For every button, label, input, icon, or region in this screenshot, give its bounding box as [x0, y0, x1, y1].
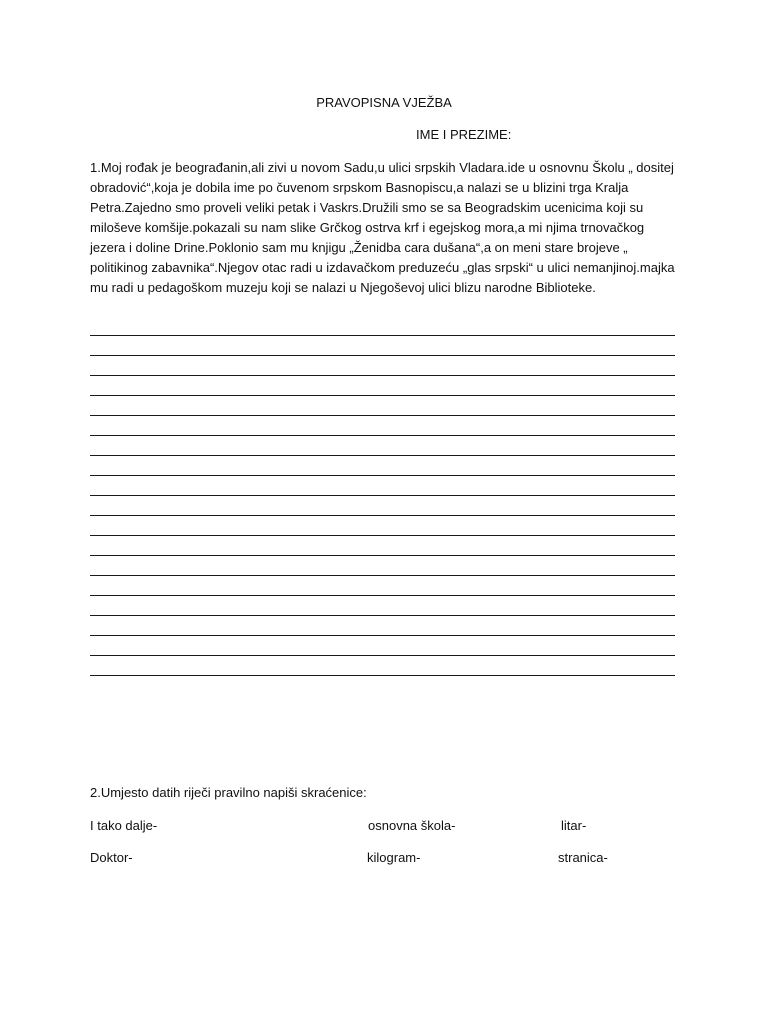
answer-line: [90, 656, 675, 676]
page-title: PRAVOPISNA VJEŽBA: [316, 95, 452, 110]
answer-line: [90, 396, 675, 416]
abbr-item-kilogram: kilogram-: [367, 850, 421, 865]
task2-heading: 2.Umjesto datih riječi pravilno napiši skraćenice:: [90, 785, 367, 800]
answer-line: [90, 436, 675, 456]
answer-lines: [90, 316, 675, 676]
answer-line: [90, 636, 675, 656]
answer-line: [90, 536, 675, 556]
answer-line: [90, 516, 675, 536]
answer-line: [90, 456, 675, 476]
answer-line: [90, 316, 675, 336]
answer-line: [90, 596, 675, 616]
answer-line: [90, 376, 675, 396]
answer-line: [90, 496, 675, 516]
answer-line: [90, 556, 675, 576]
answer-line: [90, 576, 675, 596]
answer-line: [90, 356, 675, 376]
answer-line: [90, 616, 675, 636]
abbr-item-i-tako-dalje: I tako dalje-: [90, 818, 158, 833]
answer-line: [90, 416, 675, 436]
name-label: IME I PREZIME:: [416, 127, 512, 142]
answer-line: [90, 336, 675, 356]
abbr-item-litar: litar-: [561, 818, 587, 833]
abbr-item-osnovna-skola: osnovna škola-: [368, 818, 456, 833]
abbr-item-doktor: Doktor-: [90, 850, 133, 865]
answer-line: [90, 476, 675, 496]
task1-paragraph: 1.Moj rođak je beograđanin,ali zivi u novom Sadu,u ulici srpskih Vladara.ide u osnovnu Školu „ dositej obradović“,koja je dobila ime po čuvenom srpskom Basnopiscu,a nalazi se u blizini trga Kralja Petra.Zajedno smo proveli veliki petak i Vaskrs.Družili smo se sa Beogradskim ucenicima koji su miloševe komšije.pokazali su nam slike Grčkog ostrva krf i egejskog mora,a mi njima trnovačkog jezera i doline Drine.Poklonio sam mu knjigu „Ženidba cara dušana“,a on meni stare brojeve „ politikinog zabavnika“.Njegov otac radi u izdavačkom preduzeću „glas srpski“ u ulici nemanjinoj.majka mu radi u pedagoškom muzeju koji se nalazi u Njegoševoj ulici blizu narodne Biblioteke.: [90, 160, 675, 295]
abbr-item-stranica: stranica-: [558, 850, 608, 865]
